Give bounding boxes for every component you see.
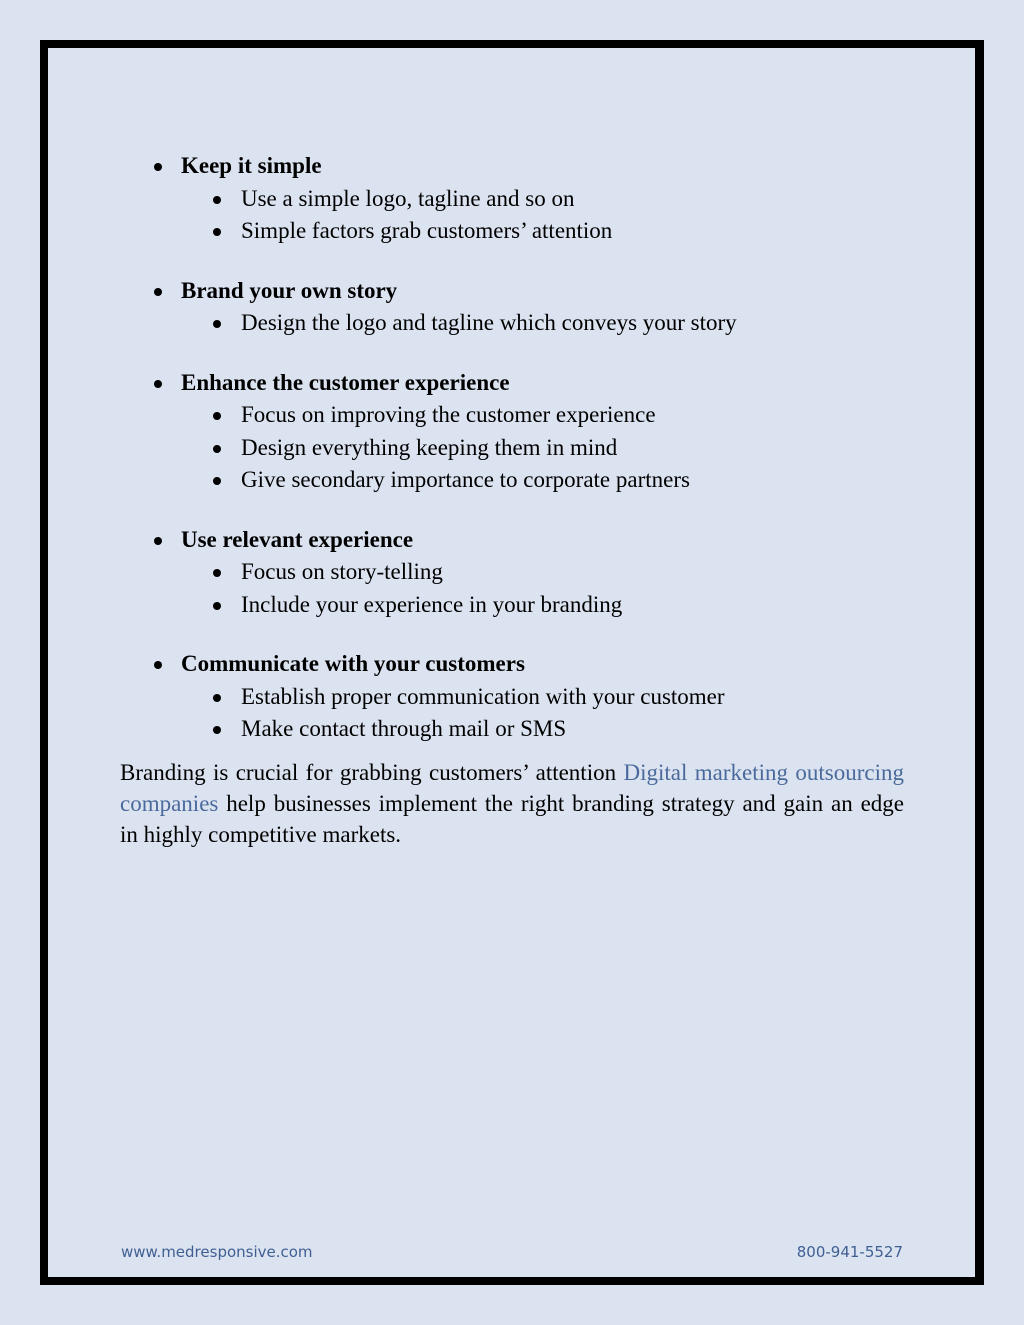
bullet-section [120, 150, 904, 248]
heading-text: Brand your own story [181, 277, 398, 303]
sub-item [120, 432, 904, 465]
sub-item [120, 215, 904, 248]
bullet-section [120, 648, 904, 746]
sub-item [120, 556, 904, 589]
section-heading [120, 367, 904, 400]
sub-item-text: Simple factors grab customers’ attention [241, 218, 613, 243]
section-heading [120, 648, 904, 681]
bullet-icon [213, 228, 221, 236]
bullet-icon [213, 694, 221, 702]
document-body [120, 150, 904, 873]
bullet-icon [154, 163, 162, 171]
sub-item-text: Focus on improving the customer experience [241, 402, 656, 427]
bullet-icon [154, 661, 162, 669]
sub-item [120, 307, 904, 340]
bullet-section [120, 524, 904, 622]
heading-text: Keep it simple [181, 153, 322, 178]
bullet-icon [213, 477, 221, 485]
bullet-icon [213, 196, 221, 204]
bullet-icon [213, 569, 221, 577]
bullet-icon [154, 537, 162, 545]
section-heading [120, 275, 904, 308]
sub-item [120, 183, 904, 216]
bullet-icon [213, 412, 221, 420]
outsourcing-link[interactable]: Digital marketing outsourcing companies [120, 759, 904, 816]
heading-text: Use relevant experience [181, 526, 414, 552]
sub-item-text: Include your experience in your branding [241, 591, 623, 617]
closing-paragraph [120, 757, 904, 850]
sub-item-text: Use a simple logo, tagline and so on [241, 185, 575, 211]
heading-text: Enhance the customer experience [181, 369, 510, 395]
sub-item [120, 681, 904, 714]
sub-item-text: Focus on story-telling [241, 559, 443, 584]
sub-item-text: Design everything keeping them in mind [241, 434, 618, 460]
section-heading [120, 150, 904, 183]
sub-item-text: Give secondary importance to corporate partners [241, 467, 690, 492]
bullet-icon [213, 726, 221, 734]
bullet-icon [154, 288, 162, 296]
footer-website[interactable]: www.medresponsive.com [121, 1243, 313, 1261]
sub-item [120, 589, 904, 622]
section-heading [120, 524, 904, 557]
bullet-icon [213, 320, 221, 328]
sub-item-text: Make contact through mail or SMS [241, 716, 567, 741]
closing-text-start: Branding is crucial for grabbing customers’ attention [120, 759, 624, 785]
bullet-section [120, 275, 904, 340]
bullet-section [120, 367, 904, 497]
sub-item [120, 713, 904, 746]
sub-item [120, 464, 904, 497]
heading-text: Communicate with your customers [181, 651, 525, 676]
sub-item-text: Design the logo and tagline which conveys your story [241, 310, 737, 335]
bullet-icon [213, 602, 221, 610]
closing-text-end: help businesses implement the right branding strategy and gain an edge in highly competitive markets. [120, 790, 904, 847]
sub-item-text: Establish proper communication with your customer [241, 683, 725, 709]
bullet-icon [154, 380, 162, 388]
sub-item [120, 399, 904, 432]
bullet-icon [213, 445, 221, 453]
footer-phone: 800-941-5527 [796, 1243, 903, 1261]
